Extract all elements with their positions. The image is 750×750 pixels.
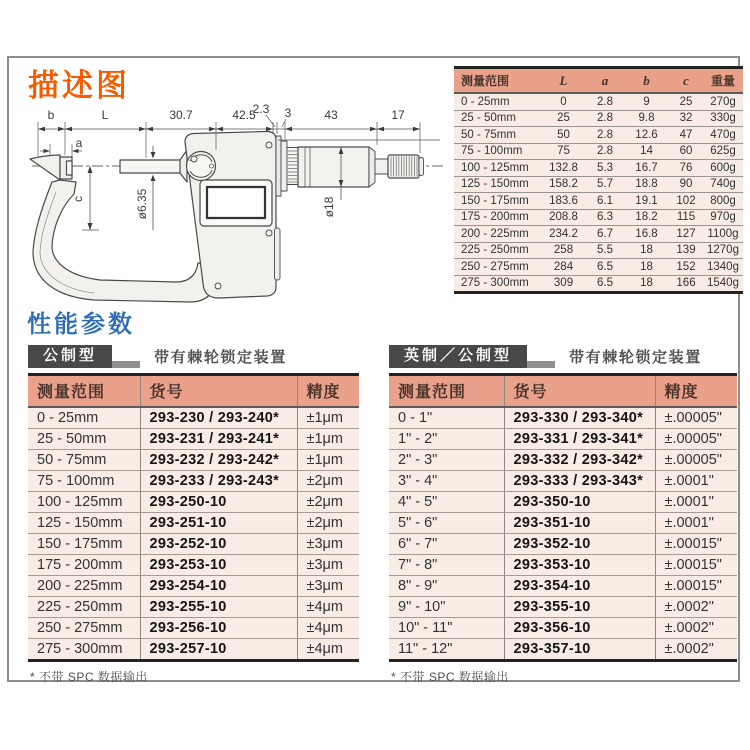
column-header: 精度 [297,375,359,408]
table-cell: 175 - 200mm [454,209,541,226]
table-row [454,127,743,144]
table-row [28,429,359,450]
dim-label-17: 17 [391,108,405,122]
table-cell: 47 [669,127,703,144]
table-cell: 18.2 [624,209,669,226]
table-cell: 50 [541,127,586,144]
screw-icon [266,142,272,148]
dim-label-42-5: 42.5 [232,108,256,122]
table-row [454,176,743,193]
label-tail-decoration [112,361,140,368]
table-cell: 270g [703,93,743,110]
table-cell: ±.00015" [655,555,737,576]
table-cell: ±.0002" [655,618,737,639]
table-cell: 127 [669,226,703,243]
table-cell: 14 [624,143,669,160]
table-cell: 90 [669,176,703,193]
table-row [454,110,743,127]
table-cell: ±.00005" [655,429,737,450]
table-cell: 16.7 [624,160,669,177]
table-cell: 208.8 [541,209,586,226]
table-row [28,492,359,513]
column-header: 重量 [703,68,743,94]
thimble-taper [369,147,375,187]
table-cell: 25 - 50mm [454,110,541,127]
table-cell: 293-256-10 [140,618,297,639]
table-cell: ±.00005" [655,450,737,471]
table-cell: ±1μm [297,407,359,429]
table-cell: 132.8 [541,160,586,177]
table-row [454,259,743,276]
table-row [389,534,737,555]
table-cell: 1100g [703,226,743,243]
table-row [28,597,359,618]
table-cell: ±4μm [297,639,359,661]
table-cell: 76 [669,160,703,177]
table-cell: 293-253-10 [140,555,297,576]
table-cell: 2.8 [586,93,624,110]
table-cell: 600g [703,160,743,177]
ratchet-endcap [419,158,424,176]
table-cell: 0 - 25mm [28,407,140,429]
flange-1 [276,136,281,196]
table-cell: 293-257-10 [140,639,297,661]
table-cell: ±.0001" [655,513,737,534]
table-cell: 800g [703,193,743,210]
table-row [454,226,743,243]
table-cell: 115 [669,209,703,226]
table-row [389,597,737,618]
table-row [454,275,743,293]
table-cell: ±4μm [297,618,359,639]
table-row [389,407,737,429]
table-cell: 2" - 3" [389,450,504,471]
column-header: 测量范围 [28,375,140,408]
table-row [454,242,743,259]
table-cell: 293-251-10 [140,513,297,534]
table-row [389,450,737,471]
table-row [389,513,737,534]
table-cell: 9" - 10" [389,597,504,618]
table-cell: 9 [624,93,669,110]
table-cell: 3" - 4" [389,471,504,492]
table-cell: 5" - 6" [389,513,504,534]
lock-pin [210,164,214,168]
table-row [28,639,359,661]
table-cell: 293-331 / 293-341* [504,429,655,450]
table-cell: 183.6 [541,193,586,210]
thimble [298,147,369,187]
table-cell: ±.00015" [655,534,737,555]
table-cell: 100 - 125mm [454,160,541,177]
table-cell: 970g [703,209,743,226]
metric-product-section [28,344,359,685]
spindle [120,160,182,173]
table-cell: 50 - 75mm [454,127,541,144]
table-cell: 0 [541,93,586,110]
table-cell: 12.6 [624,127,669,144]
table-cell: 200 - 225mm [454,226,541,243]
dim-label-43: 43 [324,108,338,122]
table-cell: 18 [624,275,669,293]
table-row [28,576,359,597]
table-row [389,639,737,661]
table-cell: 293-355-10 [504,597,655,618]
table-cell: 2.8 [586,127,624,144]
table-cell: 293-233 / 293-243* [140,471,297,492]
column-header: a [586,68,624,94]
table-cell: 293-356-10 [504,618,655,639]
table-cell: ±.0002" [655,639,737,661]
table-cell: ±3μm [297,555,359,576]
table-cell: 250 - 275mm [28,618,140,639]
table-cell: ±2μm [297,471,359,492]
table-cell: 309 [541,275,586,293]
screw-icon [215,283,221,289]
column-header: 测量范围 [454,68,541,94]
table-cell: 6.5 [586,259,624,276]
table-cell: 6.7 [586,226,624,243]
table-row [389,576,737,597]
table-cell: 293-230 / 293-240* [140,407,297,429]
table-row [28,407,359,429]
table-cell: 50 - 75mm [28,450,140,471]
table-cell: 11" - 12" [389,639,504,661]
dim-label-b: b [47,108,55,122]
table-cell: 275 - 300mm [454,275,541,293]
ratchet-lock-note: 带有棘轮锁定装置 [569,349,702,366]
table-cell: ±2μm [297,492,359,513]
table-cell: 293-353-10 [504,555,655,576]
table-row [454,160,743,177]
screw-icon [266,230,272,236]
label-tail-decoration [527,361,555,368]
table-cell: 152 [669,259,703,276]
table-cell: 125 - 150mm [454,176,541,193]
side-button [275,228,281,280]
column-header: 货号 [504,375,655,408]
column-header: c [669,68,703,94]
table-cell: 25 [669,93,703,110]
dim-label-3: 3 [284,106,292,120]
dim-label-spindle-dia: ø6.35 [135,188,149,220]
table-cell: 0 - 25mm [454,93,541,110]
table-row [454,143,743,160]
table-cell: 18 [624,259,669,276]
flange-2 [281,141,287,191]
table-cell: 9.8 [624,110,669,127]
table-cell: 1270g [703,242,743,259]
table-cell: 166 [669,275,703,293]
table-cell: 60 [669,143,703,160]
table-header-row [28,375,359,408]
table-cell: 293-332 / 293-342* [504,450,655,471]
table-row [389,471,737,492]
table-cell: ±.0001" [655,492,737,513]
table-cell: 16.8 [624,226,669,243]
table-cell: 1540g [703,275,743,293]
table-cell: 6.1 [586,193,624,210]
performance-parameters-title: 性能参数 [27,311,135,338]
table-cell: 5.3 [586,160,624,177]
spc-footnote: * 不带 SPC 数据输出 [30,670,148,684]
table-cell: 293-352-10 [504,534,655,555]
table-row [454,209,743,226]
table-cell: 5.5 [586,242,624,259]
table-cell: 293-252-10 [140,534,297,555]
table-cell: 2.8 [586,143,624,160]
table-cell: 293-357-10 [504,639,655,661]
column-header: 测量范围 [389,375,504,408]
table-cell: ±3μm [297,576,359,597]
table-cell: ±4μm [297,597,359,618]
table-cell: 25 - 50mm [28,429,140,450]
table-row [28,534,359,555]
table-cell: 150 - 175mm [28,534,140,555]
table-cell: 1" - 2" [389,429,504,450]
table-cell: 8" - 9" [389,576,504,597]
table-cell: 125 - 150mm [28,513,140,534]
spc-footnote: * 不带 SPC 数据输出 [391,670,509,684]
table-cell: 100 - 125mm [28,492,140,513]
table-cell: 250 - 275mm [454,259,541,276]
table-cell: 18 [624,242,669,259]
table-cell: 75 [541,143,586,160]
ratchet-lock-note: 带有棘轮锁定装置 [154,349,287,366]
table-row [389,429,737,450]
table-row [28,450,359,471]
table-cell: 470g [703,127,743,144]
table-cell: 25 [541,110,586,127]
ratchet-neck [375,159,388,174]
table-cell: 175 - 200mm [28,555,140,576]
table-cell: 75 - 100mm [28,471,140,492]
table-cell: 234.2 [541,226,586,243]
table-row [28,618,359,639]
column-header: b [624,68,669,94]
table-cell: 139 [669,242,703,259]
table-cell: 10" - 11" [389,618,504,639]
dim-label-a: a [75,136,83,150]
table-cell: 19.1 [624,193,669,210]
column-header: 精度 [655,375,737,408]
table-cell: 293-231 / 293-241* [140,429,297,450]
table-row [28,513,359,534]
table-cell: 293-351-10 [504,513,655,534]
table-cell: 6" - 7" [389,534,504,555]
table-cell: ±2μm [297,513,359,534]
table-cell: ±1μm [297,450,359,471]
table-cell: 330g [703,110,743,127]
lcd-screen [207,187,265,218]
screw-icon [191,156,197,162]
dim-label-30-7: 30.7 [169,108,193,122]
table-cell: 293-333 / 293-343* [504,471,655,492]
table-cell: 293-330 / 293-340* [504,407,655,429]
table-cell: ±1μm [297,429,359,450]
table-cell: ±3μm [297,534,359,555]
table-cell: ±.00005" [655,407,737,429]
anvil-face [67,161,73,175]
table-cell: 75 - 100mm [454,143,541,160]
table-cell: 150 - 175mm [454,193,541,210]
table-row [454,93,743,110]
table-header-row [454,68,743,94]
table-cell: 625g [703,143,743,160]
table-cell: ±.0002" [655,597,737,618]
table-cell: 293-255-10 [140,597,297,618]
table-row [28,555,359,576]
table-cell: ±.0001" [655,471,737,492]
table-cell: 5.7 [586,176,624,193]
table-row [389,555,737,576]
table-cell: 0 - 1" [389,407,504,429]
table-cell: 293-354-10 [504,576,655,597]
description-diagram-title: 描述图 [28,68,130,103]
dim-label-c: c [71,196,85,202]
table-cell: 200 - 225mm [28,576,140,597]
table-cell: 225 - 250mm [454,242,541,259]
dim-label-2-3: 2.3 [252,102,270,116]
dimension-weight-table [454,66,743,294]
table-cell: 1340g [703,259,743,276]
table-cell: 4" - 5" [389,492,504,513]
table-cell: 284 [541,259,586,276]
table-cell: 275 - 300mm [28,639,140,661]
table-cell: 18.8 [624,176,669,193]
table-row [389,492,737,513]
table-cell: 225 - 250mm [28,597,140,618]
table-cell: 293-254-10 [140,576,297,597]
table-row [28,471,359,492]
table-cell: 6.5 [586,275,624,293]
table-cell: 6.3 [586,209,624,226]
table-cell: 293-350-10 [504,492,655,513]
dim-label-thimble-dia: ø18 [322,196,336,218]
inch-metric-type-label: 英制／公制型 [389,345,527,368]
metric-type-label: 公制型 [28,345,112,368]
table-cell: ±.00015" [655,576,737,597]
table-cell: 740g [703,176,743,193]
table-cell: 2.8 [586,110,624,127]
table-cell: 102 [669,193,703,210]
table-cell: 258 [541,242,586,259]
inch-product-section [389,344,737,685]
table-cell: 293-232 / 293-242* [140,450,297,471]
column-header: L [541,68,586,94]
table-cell: 7" - 8" [389,555,504,576]
table-row [454,193,743,210]
micrometer-diagram [20,100,450,336]
table-cell: 32 [669,110,703,127]
column-header: 货号 [140,375,297,408]
metric-section-bar [28,344,359,368]
inch-section-bar [389,344,737,368]
table-cell: 158.2 [541,176,586,193]
table-row [389,618,737,639]
table-cell: 293-250-10 [140,492,297,513]
dim-label-L: L [101,108,109,122]
table-header-row [389,375,737,408]
